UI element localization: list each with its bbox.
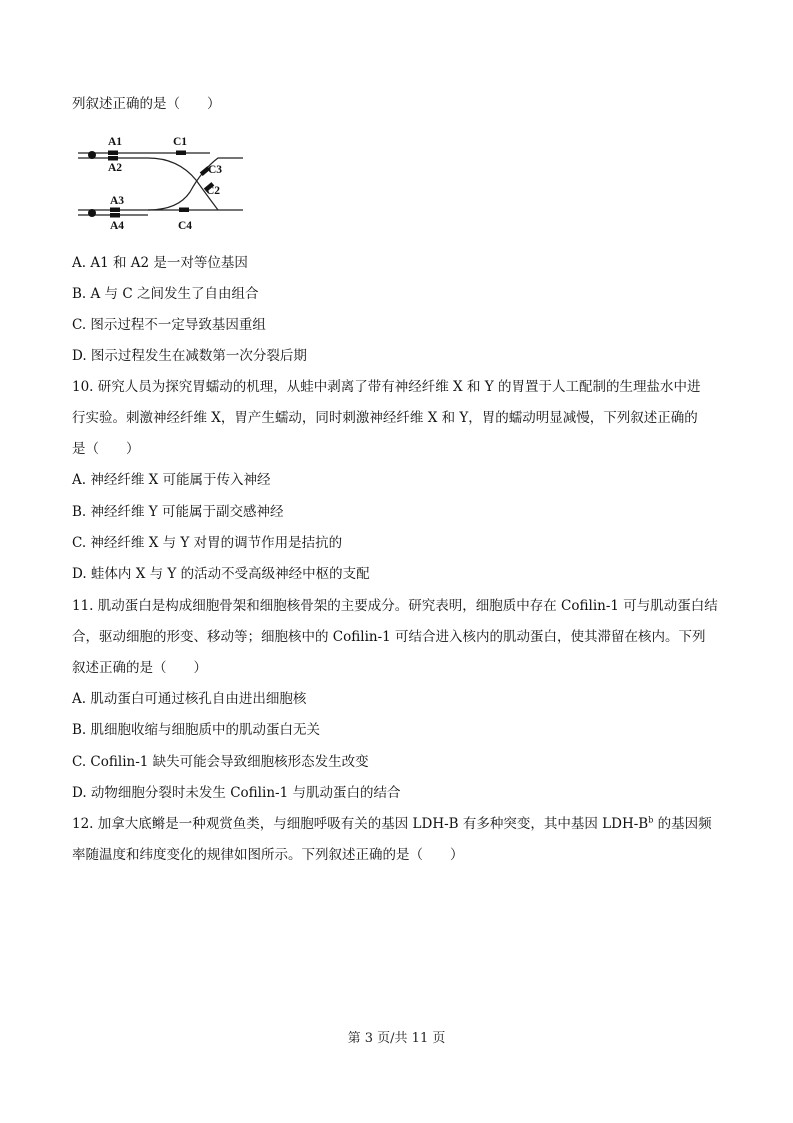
gene-mark-a3	[110, 208, 120, 213]
label-a3: A3	[110, 195, 125, 207]
q10-option-a: A. 神经纤维 X 可能属于传入神经	[72, 472, 271, 488]
page-footer: 第 3 页/共 11 页	[347, 1031, 446, 1046]
q11-option-d: D. 动物细胞分裂时未发生 Cofilin-1 与肌动蛋白的结合	[72, 785, 401, 801]
crossing-chromatid-up	[148, 158, 243, 210]
q11-option-a: A. 肌动蛋白可通过核孔自由进出细胞核	[72, 691, 307, 707]
q9-option-b: B. A 与 C 之间发生了自由组合	[72, 286, 259, 302]
gene-mark-a2	[108, 156, 118, 161]
q10-option-c: C. 神经纤维 X 与 Y 对胃的调节作用是拮抗的	[72, 535, 343, 551]
q11-stem-line-2: 合，驱动细胞的形变、移动等；细胞核中的 Cofilin-1 可结合进入核内的肌动蛋白，使其滞留在核内。下列	[72, 629, 706, 645]
q9-option-a: A. A1 和 A2 是一对等位基因	[72, 255, 248, 271]
label-c2: C2	[206, 185, 221, 197]
q11-option-b: B. 肌细胞收缩与细胞质中的肌动蛋白无关	[72, 722, 321, 738]
q11-stem-line-3: 叙述正确的是（ ）	[72, 660, 207, 676]
q12-stem-text-tail: 的基因频	[653, 816, 712, 832]
allele-superscript: b	[648, 815, 654, 825]
upper-centromere	[88, 151, 96, 159]
question-9-stem-end: 列叙述正确的是（ ）	[72, 96, 221, 112]
gene-mark-a1	[108, 151, 118, 156]
label-c3: C3	[208, 164, 223, 176]
chromosome-crossover-diagram	[78, 130, 248, 234]
q10-stem-line-1: 10. 研究人员为探究胃蠕动的机理，从蛙中剥离了带有神经纤维 X 和 Y 的胃置于人工配制的生理盐水中进	[72, 379, 701, 395]
gene-mark-c4	[179, 208, 189, 213]
gene-mark-c1	[176, 151, 186, 156]
lower-centromere	[88, 209, 96, 217]
label-c4: C4	[178, 220, 193, 232]
q12-stem-text: 12. 加拿大底鳉是一种观赏鱼类，与细胞呼吸有关的基因 LDH-B 有多种突变，其中基因 LDH-B	[72, 816, 649, 832]
label-a2: A2	[108, 162, 123, 174]
q10-option-d: D. 蛙体内 X 与 Y 的活动不受高级神经中枢的支配	[72, 566, 370, 582]
label-a1: A1	[108, 136, 123, 148]
q9-option-c: C. 图示过程不一定导致基因重组	[72, 317, 266, 333]
q12-stem-line-2: 率随温度和纬度变化的规律如图所示。下列叙述正确的是（ ）	[72, 847, 464, 863]
q10-stem-line-2: 行实验。刺激神经纤维 X，胃产生蠕动，同时刺激神经纤维 X 和 Y，胃的蠕动明显减慢，下列叙述正确的	[72, 410, 698, 426]
q11-stem-line-1: 11. 肌动蛋白是构成细胞骨架和细胞核骨架的主要成分。研究表明，细胞质中存在 Cofilin-1 可与肌动蛋白结	[72, 598, 718, 614]
q12-stem-line-1	[72, 814, 722, 834]
q11-option-c: C. Cofilin-1 缺失可能会导致细胞核形态发生改变	[72, 754, 369, 770]
label-c1: C1	[173, 136, 188, 148]
q10-option-b: B. 神经纤维 Y 可能属于副交感神经	[72, 504, 284, 520]
q10-stem-line-3: 是（ ）	[72, 441, 140, 457]
q9-option-d: D. 图示过程发生在减数第一次分裂后期	[72, 348, 307, 364]
label-a4: A4	[110, 220, 125, 232]
gene-mark-a4	[110, 213, 120, 218]
